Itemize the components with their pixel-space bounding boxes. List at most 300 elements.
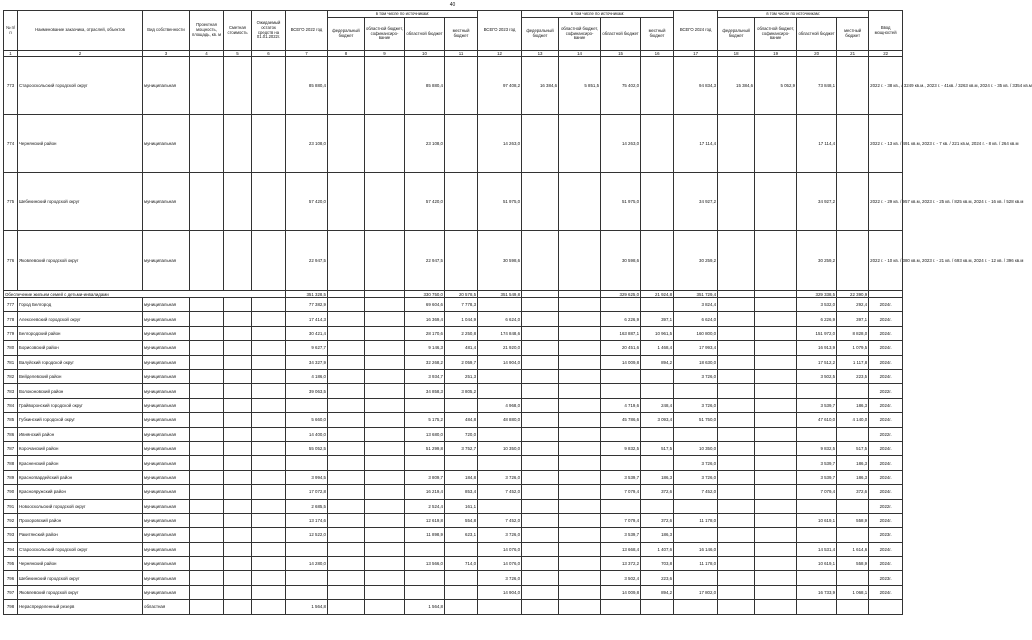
- cofinancing-2023: [559, 231, 601, 291]
- empty-cell: [365, 513, 405, 527]
- empty-cell: [328, 470, 365, 484]
- empty-cell: [224, 231, 252, 291]
- empty-cell: [224, 485, 252, 499]
- regional-2023: [601, 427, 641, 441]
- regional-2023: 163 887,1: [601, 326, 641, 340]
- local-2023: 894,2: [641, 355, 674, 369]
- column-number: 7: [286, 51, 328, 57]
- empty-cell: [328, 231, 365, 291]
- empty-cell: [522, 326, 559, 340]
- empty-cell: [718, 312, 755, 326]
- column-number: 13: [522, 51, 559, 57]
- row-name: Борисовский район: [18, 341, 143, 355]
- total-2022: 85 880,4: [286, 57, 328, 115]
- empty-cell: [328, 173, 365, 231]
- federal-2024: 15 384,6: [718, 57, 755, 115]
- column-number: 4: [190, 51, 224, 57]
- regional-2024: 7 079,4: [797, 485, 837, 499]
- total-2024: 3 726,0: [674, 370, 718, 384]
- empty-cell: [755, 427, 797, 441]
- column-number: 5: [224, 51, 252, 57]
- total-2023: 48 880,0: [478, 413, 522, 427]
- empty-cell: [252, 513, 286, 527]
- regional-2024: 151 972,0: [797, 326, 837, 340]
- empty-cell: [328, 326, 365, 340]
- column-number: 14: [559, 51, 601, 57]
- capacity-note: 2022 г. - 10 кв. / 380 кв.м, 2023 г. - 21 кв. / 693 кв.м, 2024 г. - 12 кв. / 396 кв.м: [869, 231, 903, 291]
- empty-cell: [224, 585, 252, 599]
- ownership-type: муниципальная: [143, 398, 190, 412]
- empty-cell: [755, 326, 797, 340]
- local-2022: 3 752,7: [445, 441, 478, 455]
- regional-2024: 10 619,1: [797, 557, 837, 571]
- empty-cell: [252, 312, 286, 326]
- empty-cell: [869, 291, 903, 298]
- empty-cell: [522, 485, 559, 499]
- total-2022: 5 660,0: [286, 413, 328, 427]
- empty-cell: [365, 57, 405, 115]
- regional-2023: 13 372,2: [601, 557, 641, 571]
- empty-cell: [190, 355, 224, 369]
- empty-cell: [559, 427, 601, 441]
- local-2022: 7 778,3: [445, 298, 478, 312]
- empty-cell: [252, 413, 286, 427]
- total-2022: 17 072,8: [286, 485, 328, 499]
- empty-cell: [718, 485, 755, 499]
- empty-cell: [224, 470, 252, 484]
- empty-cell: [328, 542, 365, 556]
- local-2023: [641, 298, 674, 312]
- empty-cell: [328, 600, 365, 614]
- commissioning-year: 2024г.: [869, 326, 903, 340]
- budget-table: [3, 10, 1032, 615]
- regional-2023: 6 226,9: [601, 312, 641, 326]
- table-row: [4, 115, 903, 173]
- ownership-type: муниципальная: [143, 355, 190, 369]
- table-row: [4, 513, 903, 527]
- column-number: 21: [837, 51, 869, 57]
- total-2023: 14 076,0: [478, 557, 522, 571]
- empty-cell: [522, 291, 559, 298]
- local-2023: 517,5: [641, 441, 674, 455]
- empty-cell: [718, 571, 755, 585]
- total-2022: [286, 398, 328, 412]
- regional-2022: 23 108,0: [405, 115, 445, 173]
- empty-cell: [559, 513, 601, 527]
- col-header-11: местный бюджет: [445, 18, 478, 51]
- row-name: Чернянский район: [18, 557, 143, 571]
- total-2022: 14 400,0: [286, 427, 328, 441]
- empty-cell: [718, 557, 755, 571]
- local-2022: [445, 398, 478, 412]
- empty-cell: [328, 585, 365, 599]
- total-2024: 17 993,4: [674, 341, 718, 355]
- col-header-20: областной бюджет: [797, 18, 837, 51]
- ownership-type: муниципальная: [143, 542, 190, 556]
- regional-2024: 10 619,1: [797, 513, 837, 527]
- empty-cell: [365, 600, 405, 614]
- regional-2024: 73 848,1: [797, 57, 837, 115]
- table-row: [4, 542, 903, 556]
- row-name: Новооскольский городской округ: [18, 499, 143, 513]
- local-2024: 1 614,6: [837, 542, 869, 556]
- regional-2023: 14 009,8: [601, 585, 641, 599]
- local-2023: 10 961,5: [641, 326, 674, 340]
- table-row: [4, 585, 903, 599]
- empty-cell: [190, 298, 224, 312]
- empty-cell: [328, 291, 365, 298]
- column-number: 8: [328, 51, 365, 57]
- commissioning-year: 2024г.: [869, 441, 903, 455]
- local-2024: 517,5: [837, 441, 869, 455]
- row-number: 777: [4, 298, 18, 312]
- total-2024: [674, 499, 718, 513]
- local-2022: 161,1: [445, 499, 478, 513]
- empty-cell: [718, 384, 755, 398]
- empty-cell: [365, 528, 405, 542]
- regional-2022: 1 564,8: [405, 600, 445, 614]
- total-2023: 3 726,0: [478, 571, 522, 585]
- empty-cell: [559, 485, 601, 499]
- empty-cell: [365, 115, 405, 173]
- empty-cell: [718, 441, 755, 455]
- ownership-type: муниципальная: [143, 298, 190, 312]
- commissioning-year: 2024г.: [869, 312, 903, 326]
- row-number: 781: [4, 355, 18, 369]
- regional-2023: [601, 370, 641, 384]
- empty-cell: [522, 557, 559, 571]
- column-number: 17: [674, 51, 718, 57]
- capacity-note: 2022 г. - 38 кв., / 3249 кв.м., 2023 г. - 41кв. / 3263 кв.м, 2024 г. - 35 кв. / 3354 кв.м: [869, 57, 903, 115]
- empty-cell: [224, 456, 252, 470]
- total-2023: 14 904,0: [478, 355, 522, 369]
- col-header-9: областной бюджет, софинансиро-вание: [365, 18, 405, 51]
- local-2024: 186,3: [837, 398, 869, 412]
- row-number: 794: [4, 542, 18, 556]
- row-name: Вейделевский район: [18, 370, 143, 384]
- empty-cell: [559, 571, 601, 585]
- total-2023: 14 263,0: [478, 115, 522, 173]
- empty-cell: [190, 557, 224, 571]
- col-header-22: Ввод мощностей: [869, 11, 903, 51]
- empty-cell: [252, 298, 286, 312]
- ownership-type: муниципальная: [143, 441, 190, 455]
- column-number: 16: [641, 51, 674, 57]
- empty-cell: [755, 542, 797, 556]
- commissioning-year: 2024г.: [869, 542, 903, 556]
- empty-cell: [328, 370, 365, 384]
- total-2024: 18 630,0: [674, 355, 718, 369]
- empty-cell: [718, 413, 755, 427]
- empty-cell: [755, 513, 797, 527]
- empty-cell: [328, 427, 365, 441]
- regional-2022: [405, 542, 445, 556]
- row-number: 786: [4, 427, 18, 441]
- row-name: Валуйский городской округ: [18, 355, 143, 369]
- federal-2024: [718, 173, 755, 231]
- total-2023: [478, 456, 522, 470]
- row-name: Шебекинский городской округ: [18, 571, 143, 585]
- total-2023: [478, 600, 522, 614]
- empty-cell: [190, 528, 224, 542]
- table-row: [4, 456, 903, 470]
- empty-cell: [559, 312, 601, 326]
- total-2024: 10 350,0: [674, 441, 718, 455]
- local-2024: 558,9: [837, 513, 869, 527]
- empty-cell: [252, 600, 286, 614]
- regional-2024: [797, 499, 837, 513]
- empty-cell: [559, 528, 601, 542]
- empty-cell: [365, 542, 405, 556]
- local-2024: 186,3: [837, 456, 869, 470]
- empty-cell: [718, 542, 755, 556]
- empty-cell: [252, 173, 286, 231]
- regional-2022: 28 170,6: [405, 326, 445, 340]
- local-2023: 223,6: [641, 571, 674, 585]
- regional-2023: 9 832,5: [601, 441, 641, 455]
- local-2024: [837, 427, 869, 441]
- empty-cell: [224, 499, 252, 513]
- empty-cell: [365, 355, 405, 369]
- empty-cell: [445, 115, 478, 173]
- total-2023: [478, 499, 522, 513]
- total-2024: 94 834,3: [674, 57, 718, 115]
- table-row: [4, 528, 903, 542]
- local-2024: 1 068,1: [837, 585, 869, 599]
- empty-cell: [718, 398, 755, 412]
- empty-cell: [522, 585, 559, 599]
- row-name: Город Белгород: [18, 298, 143, 312]
- empty-cell: [365, 326, 405, 340]
- col-header-8: федеральный бюджет: [328, 18, 365, 51]
- col-header-10: областной бюджет: [405, 18, 445, 51]
- empty-cell: [252, 571, 286, 585]
- row-number: 773: [4, 57, 18, 115]
- empty-cell: [837, 57, 869, 115]
- total-2022: 2 685,5: [286, 499, 328, 513]
- empty-cell: [328, 398, 365, 412]
- commissioning-year: 2024г.: [869, 513, 903, 527]
- empty-cell: [755, 384, 797, 398]
- empty-cell: [755, 398, 797, 412]
- local-2023: [641, 384, 674, 398]
- row-number: 791: [4, 499, 18, 513]
- total-2022: 77 382,9: [286, 298, 328, 312]
- empty-cell: [559, 456, 601, 470]
- empty-cell: [328, 571, 365, 585]
- regional-2024: 17 114,4: [797, 115, 837, 173]
- row-number: 784: [4, 398, 18, 412]
- empty-cell: [522, 355, 559, 369]
- local-2024: 558,9: [837, 557, 869, 571]
- empty-cell: [718, 427, 755, 441]
- empty-cell: [328, 298, 365, 312]
- total-2022: 14 280,0: [286, 557, 328, 571]
- ownership-type: муниципальная: [143, 341, 190, 355]
- empty-cell: [559, 341, 601, 355]
- empty-cell: [718, 355, 755, 369]
- commissioning-year: 2024г.: [869, 341, 903, 355]
- total-2024: 17 114,4: [674, 115, 718, 173]
- section-regional-2022: 330 750,0: [405, 291, 445, 298]
- section-total-row: [4, 291, 903, 298]
- federal-2023: [522, 115, 559, 173]
- col-header-6: Ожидаемый остаток средств на 01.01.2022г.: [252, 11, 286, 51]
- empty-cell: [190, 585, 224, 599]
- empty-cell: [190, 398, 224, 412]
- empty-cell: [641, 57, 674, 115]
- regional-2022: 69 604,6: [405, 298, 445, 312]
- local-2024: 4 140,0: [837, 413, 869, 427]
- local-2024: 223,5: [837, 370, 869, 384]
- empty-cell: [522, 427, 559, 441]
- row-name: Корочанский район: [18, 441, 143, 455]
- empty-cell: [328, 499, 365, 513]
- local-2024: 397,1: [837, 312, 869, 326]
- empty-cell: [190, 542, 224, 556]
- total-2022: 57 420,0: [286, 173, 328, 231]
- ownership-type: муниципальная: [143, 485, 190, 499]
- local-2024: [837, 571, 869, 585]
- empty-cell: [522, 341, 559, 355]
- table-row: [4, 173, 903, 231]
- column-number: 10: [405, 51, 445, 57]
- empty-cell: [190, 312, 224, 326]
- local-2022: 623,1: [445, 528, 478, 542]
- total-2023: 7 452,0: [478, 485, 522, 499]
- regional-2024: [797, 571, 837, 585]
- empty-cell: [190, 231, 224, 291]
- total-2023: 174 848,6: [478, 326, 522, 340]
- empty-cell: [522, 513, 559, 527]
- table-row: [4, 298, 903, 312]
- empty-cell: [522, 441, 559, 455]
- total-2023: 30 598,6: [478, 231, 522, 291]
- row-number: 778: [4, 312, 18, 326]
- ownership-type: муниципальная: [143, 585, 190, 599]
- local-2024: 372,6: [837, 485, 869, 499]
- ownership-type: муниципальная: [143, 173, 190, 231]
- empty-cell: [252, 441, 286, 455]
- row-name: Чернянский район: [18, 115, 143, 173]
- local-2022: 2 250,8: [445, 326, 478, 340]
- row-name: Краснояружский район: [18, 485, 143, 499]
- empty-cell: [328, 355, 365, 369]
- regional-2024: [797, 600, 837, 614]
- empty-cell: [755, 456, 797, 470]
- regional-2022: 5 175,2: [405, 413, 445, 427]
- total-2024: 3 824,4: [674, 298, 718, 312]
- col-header-3: Вид собственности: [143, 11, 190, 51]
- row-name: Старооскольский городской округ: [18, 542, 143, 556]
- regional-2023: [601, 298, 641, 312]
- col-header-12: ВСЕГО 2023 год: [478, 11, 522, 51]
- local-2023: 372,6: [641, 513, 674, 527]
- empty-cell: [522, 384, 559, 398]
- regional-2024: 9 832,5: [797, 441, 837, 455]
- column-number: 3: [143, 51, 190, 57]
- empty-cell: [755, 571, 797, 585]
- capacity-note: 2022 г. - 13 кв. / 491 кв.м, 2023 г. - 7 кв. / 221 кв.м, 2024 г. - 8 кв. / 264 кв.м: [869, 115, 903, 173]
- empty-cell: [718, 513, 755, 527]
- regional-2024: 47 610,0: [797, 413, 837, 427]
- empty-cell: [224, 57, 252, 115]
- total-2024: [674, 384, 718, 398]
- row-name: Губкинский городской округ: [18, 413, 143, 427]
- empty-cell: [559, 326, 601, 340]
- empty-cell: [365, 413, 405, 427]
- row-number: 790: [4, 485, 18, 499]
- table-row: [4, 231, 903, 291]
- regional-2024: 16 733,9: [797, 585, 837, 599]
- total-2022: [286, 456, 328, 470]
- ownership-type: муниципальная: [143, 513, 190, 527]
- regional-2023: [601, 499, 641, 513]
- row-number: 775: [4, 173, 18, 231]
- total-2024: 34 927,2: [674, 173, 718, 231]
- regional-2022: 34 858,3: [405, 384, 445, 398]
- cofinancing-2024: [755, 231, 797, 291]
- row-name: Старооскольский городской округ: [18, 57, 143, 115]
- total-2023: [478, 384, 522, 398]
- regional-2022: 3 934,7: [405, 370, 445, 384]
- ownership-type: муниципальная: [143, 326, 190, 340]
- regional-2022: [405, 585, 445, 599]
- total-2023: 51 975,0: [478, 173, 522, 231]
- empty-cell: [252, 585, 286, 599]
- row-name: Грайворонский городской округ: [18, 398, 143, 412]
- regional-2024: 17 512,2: [797, 355, 837, 369]
- table-row: [4, 312, 903, 326]
- empty-cell: [522, 413, 559, 427]
- ownership-type: муниципальная: [143, 571, 190, 585]
- empty-cell: [755, 600, 797, 614]
- local-2024: [837, 384, 869, 398]
- empty-cell: [522, 470, 559, 484]
- local-2022: 720,0: [445, 427, 478, 441]
- regional-2023: 30 598,6: [601, 231, 641, 291]
- regional-2023: 3 539,7: [601, 470, 641, 484]
- empty-cell: [522, 528, 559, 542]
- local-2022: 714,0: [445, 557, 478, 571]
- row-name: Белгородский район: [18, 326, 143, 340]
- section-regional-2023: 329 625,0: [601, 291, 641, 298]
- empty-cell: [559, 441, 601, 455]
- ownership-type: муниципальная: [143, 557, 190, 571]
- row-number: 779: [4, 326, 18, 340]
- col-header-18: федеральный бюджет: [718, 18, 755, 51]
- empty-cell: [718, 370, 755, 384]
- empty-cell: [252, 456, 286, 470]
- commissioning-year: 2022г.: [869, 499, 903, 513]
- empty-cell: [328, 456, 365, 470]
- commissioning-year: 2024г.: [869, 298, 903, 312]
- regional-2022: 51 299,8: [405, 441, 445, 455]
- page-number: 40: [449, 2, 456, 8]
- empty-cell: [522, 370, 559, 384]
- empty-cell: [252, 528, 286, 542]
- local-2022: [445, 571, 478, 585]
- col-header-21: местный бюджет: [837, 18, 869, 51]
- empty-cell: [190, 441, 224, 455]
- empty-cell: [252, 326, 286, 340]
- federal-2024: [718, 115, 755, 173]
- empty-cell: [252, 384, 286, 398]
- regional-2024: 3 539,7: [797, 398, 837, 412]
- empty-cell: [224, 542, 252, 556]
- empty-cell: [837, 173, 869, 231]
- total-2024: 51 750,0: [674, 413, 718, 427]
